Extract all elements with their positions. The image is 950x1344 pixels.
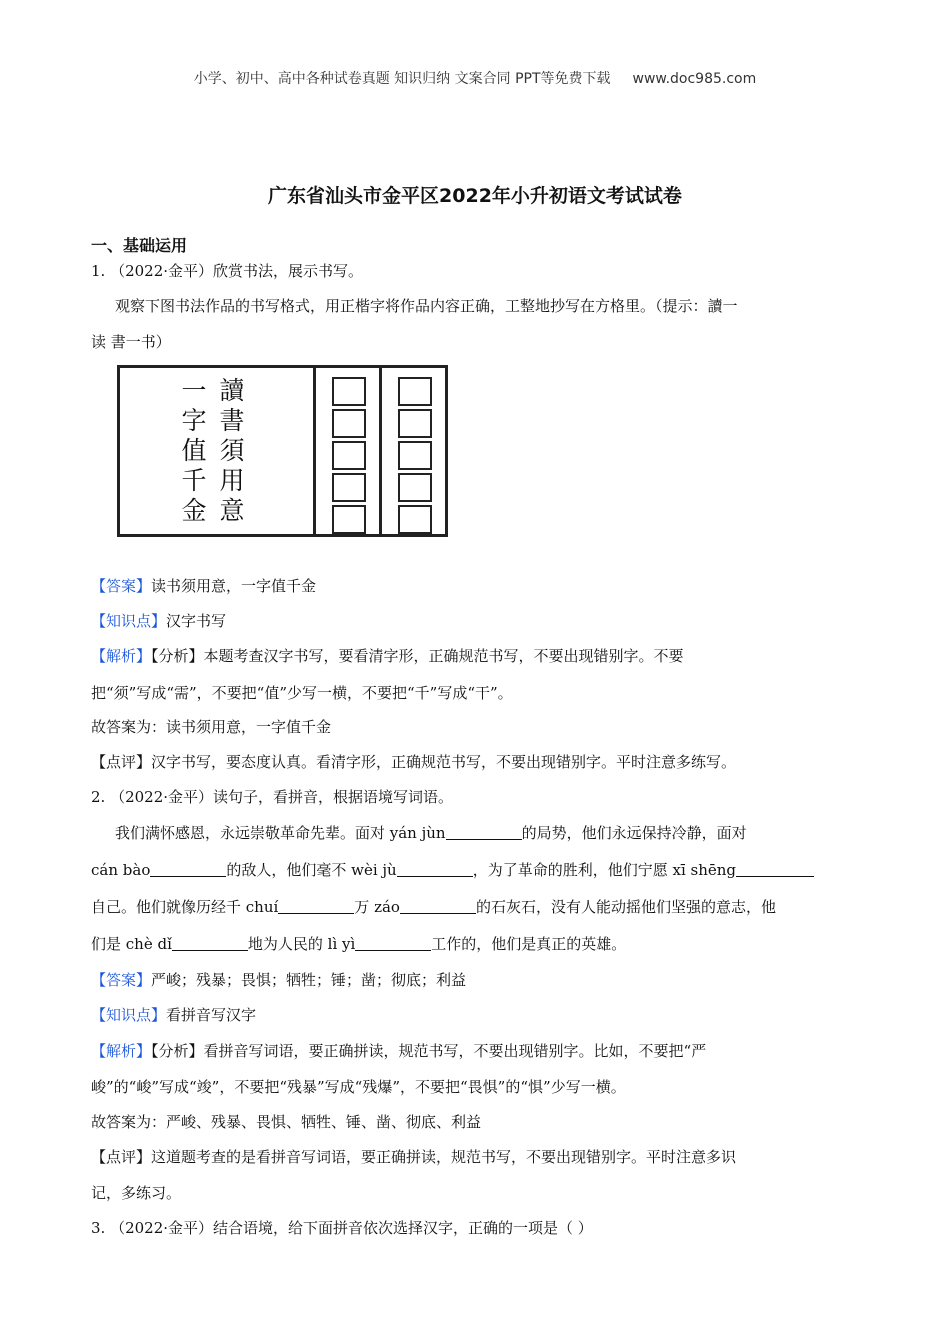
calligraphy-left-column xyxy=(178,376,210,526)
q1-stem: 1. （2022·金平）欣赏书法，展示书写。 xyxy=(91,262,364,280)
calligraphy-right-column xyxy=(216,376,248,526)
calligraphy-char: 書 xyxy=(219,406,245,435)
page-header xyxy=(0,68,950,88)
calligraphy-char: 字 xyxy=(181,406,207,435)
answer-blank[interactable] xyxy=(172,935,248,951)
q1-analysis: 【解析】【分析】本题考查汉字书写，要看清字形，正确规范书写，不要出现错别字。不要 xyxy=(91,647,684,665)
answer-blank[interactable] xyxy=(278,898,354,914)
writing-grid-column xyxy=(398,377,432,537)
calligraphy-char: 一 xyxy=(181,376,207,405)
section-heading: 一、基础运用 xyxy=(91,236,188,255)
q1-answer: 【答案】读书须用意，一字值千金 xyxy=(91,577,317,595)
header-site-link[interactable]: www.doc985.com xyxy=(632,71,757,87)
q2-stem: 2. （2022·金平）读句子，看拼音，根据语境写词语。 xyxy=(91,788,454,806)
q1-knowledge-point: 【知识点】汉字书写 xyxy=(91,612,227,630)
calligraphy-image xyxy=(117,365,448,537)
q2-analysis-line3: 故答案为：严峻、残暴、畏惧、牺牲、锤、凿、彻底、利益 xyxy=(91,1113,482,1131)
answer-blank[interactable] xyxy=(446,824,522,840)
divider xyxy=(313,368,316,534)
q2-analysis-line2: 峻”的“峻”写成“竣”，不要把“残暴”写成“残爆”，不要把“畏惧”的“惧”少写一横。 xyxy=(91,1078,626,1096)
q2-comment: 【点评】这道题考查的是看拼音写词语，要正确拼读，规范书写，不要出现错别字。平时注意多识 xyxy=(91,1148,737,1166)
q2-analysis: 【解析】【分析】看拼音写词语，要正确拼读，规范书写，不要出现错别字。比如，不要把“严 xyxy=(91,1042,707,1060)
answer-blank[interactable] xyxy=(400,898,476,914)
header-text: 小学、初中、高中各种试卷真题 知识归纳 文案合同 PPT等免费下载 xyxy=(193,71,611,87)
q2-passage-line3: 自己。他们就像历经千 chuí 万 záo 的石灰石，没有人能动摇他们坚强的意志，他 xyxy=(91,898,776,916)
q2-comment-line2: 记，多练习。 xyxy=(91,1184,182,1202)
calligraphy-char: 金 xyxy=(181,496,207,525)
q1-comment: 【点评】汉字书写，要态度认真。看清字形，正确规范书写，不要出现错别字。平时注意多练写。 xyxy=(91,753,737,771)
calligraphy-char: 千 xyxy=(181,466,207,495)
writing-grid-column xyxy=(332,377,366,537)
calligraphy-char: 意 xyxy=(219,496,245,525)
answer-blank[interactable] xyxy=(150,861,226,877)
calligraphy-char: 讀 xyxy=(219,376,245,405)
q2-passage-line4: 们是 chè dǐ 地为人民的 lì yì 工作的，他们是真正的英雄。 xyxy=(91,935,627,953)
answer-blank[interactable] xyxy=(355,935,431,951)
q2-passage-line1: 我们满怀感恩，永远崇敬革命先辈。面对 yán jùn 的局势，他们永远保持冷静，面对 xyxy=(115,824,747,842)
calligraphy-char: 用 xyxy=(219,466,245,495)
q2-answer: 【答案】严峻；残暴；畏惧；牺牲；锤；凿；彻底；利益 xyxy=(91,971,467,989)
q1-analysis-line2: 把“须”写成“需”，不要把“值”少写一横，不要把“千”写成“干”。 xyxy=(91,684,513,702)
q1-text-line2: 读 書一书） xyxy=(91,333,171,351)
q3-stem: 3. （2022·金平）结合语境，给下面拼音依次选择汉字，正确的一项是（ ） xyxy=(91,1219,593,1237)
q2-knowledge-point: 【知识点】看拼音写汉字 xyxy=(91,1006,257,1024)
divider xyxy=(379,368,382,534)
page-title: 广东省汕头市金平区2022年小升初语文考试试卷 xyxy=(268,185,682,207)
q2-passage-line2: cán bào 的敌人，他们毫不 wèi jù ，为了革命的胜利，他们宁愿 xī shēng xyxy=(91,860,814,880)
q1-analysis-line3: 故答案为：读书须用意，一字值千金 xyxy=(91,718,332,736)
answer-blank[interactable] xyxy=(736,861,814,877)
calligraphy-char: 須 xyxy=(219,436,245,465)
answer-blank[interactable] xyxy=(397,861,473,877)
calligraphy-char: 值 xyxy=(181,436,207,465)
q1-text-line1: 观察下图书法作品的书写格式，用正楷字将作品内容正确，工整地抄写在方格里。（提示：讀一 xyxy=(115,297,738,315)
